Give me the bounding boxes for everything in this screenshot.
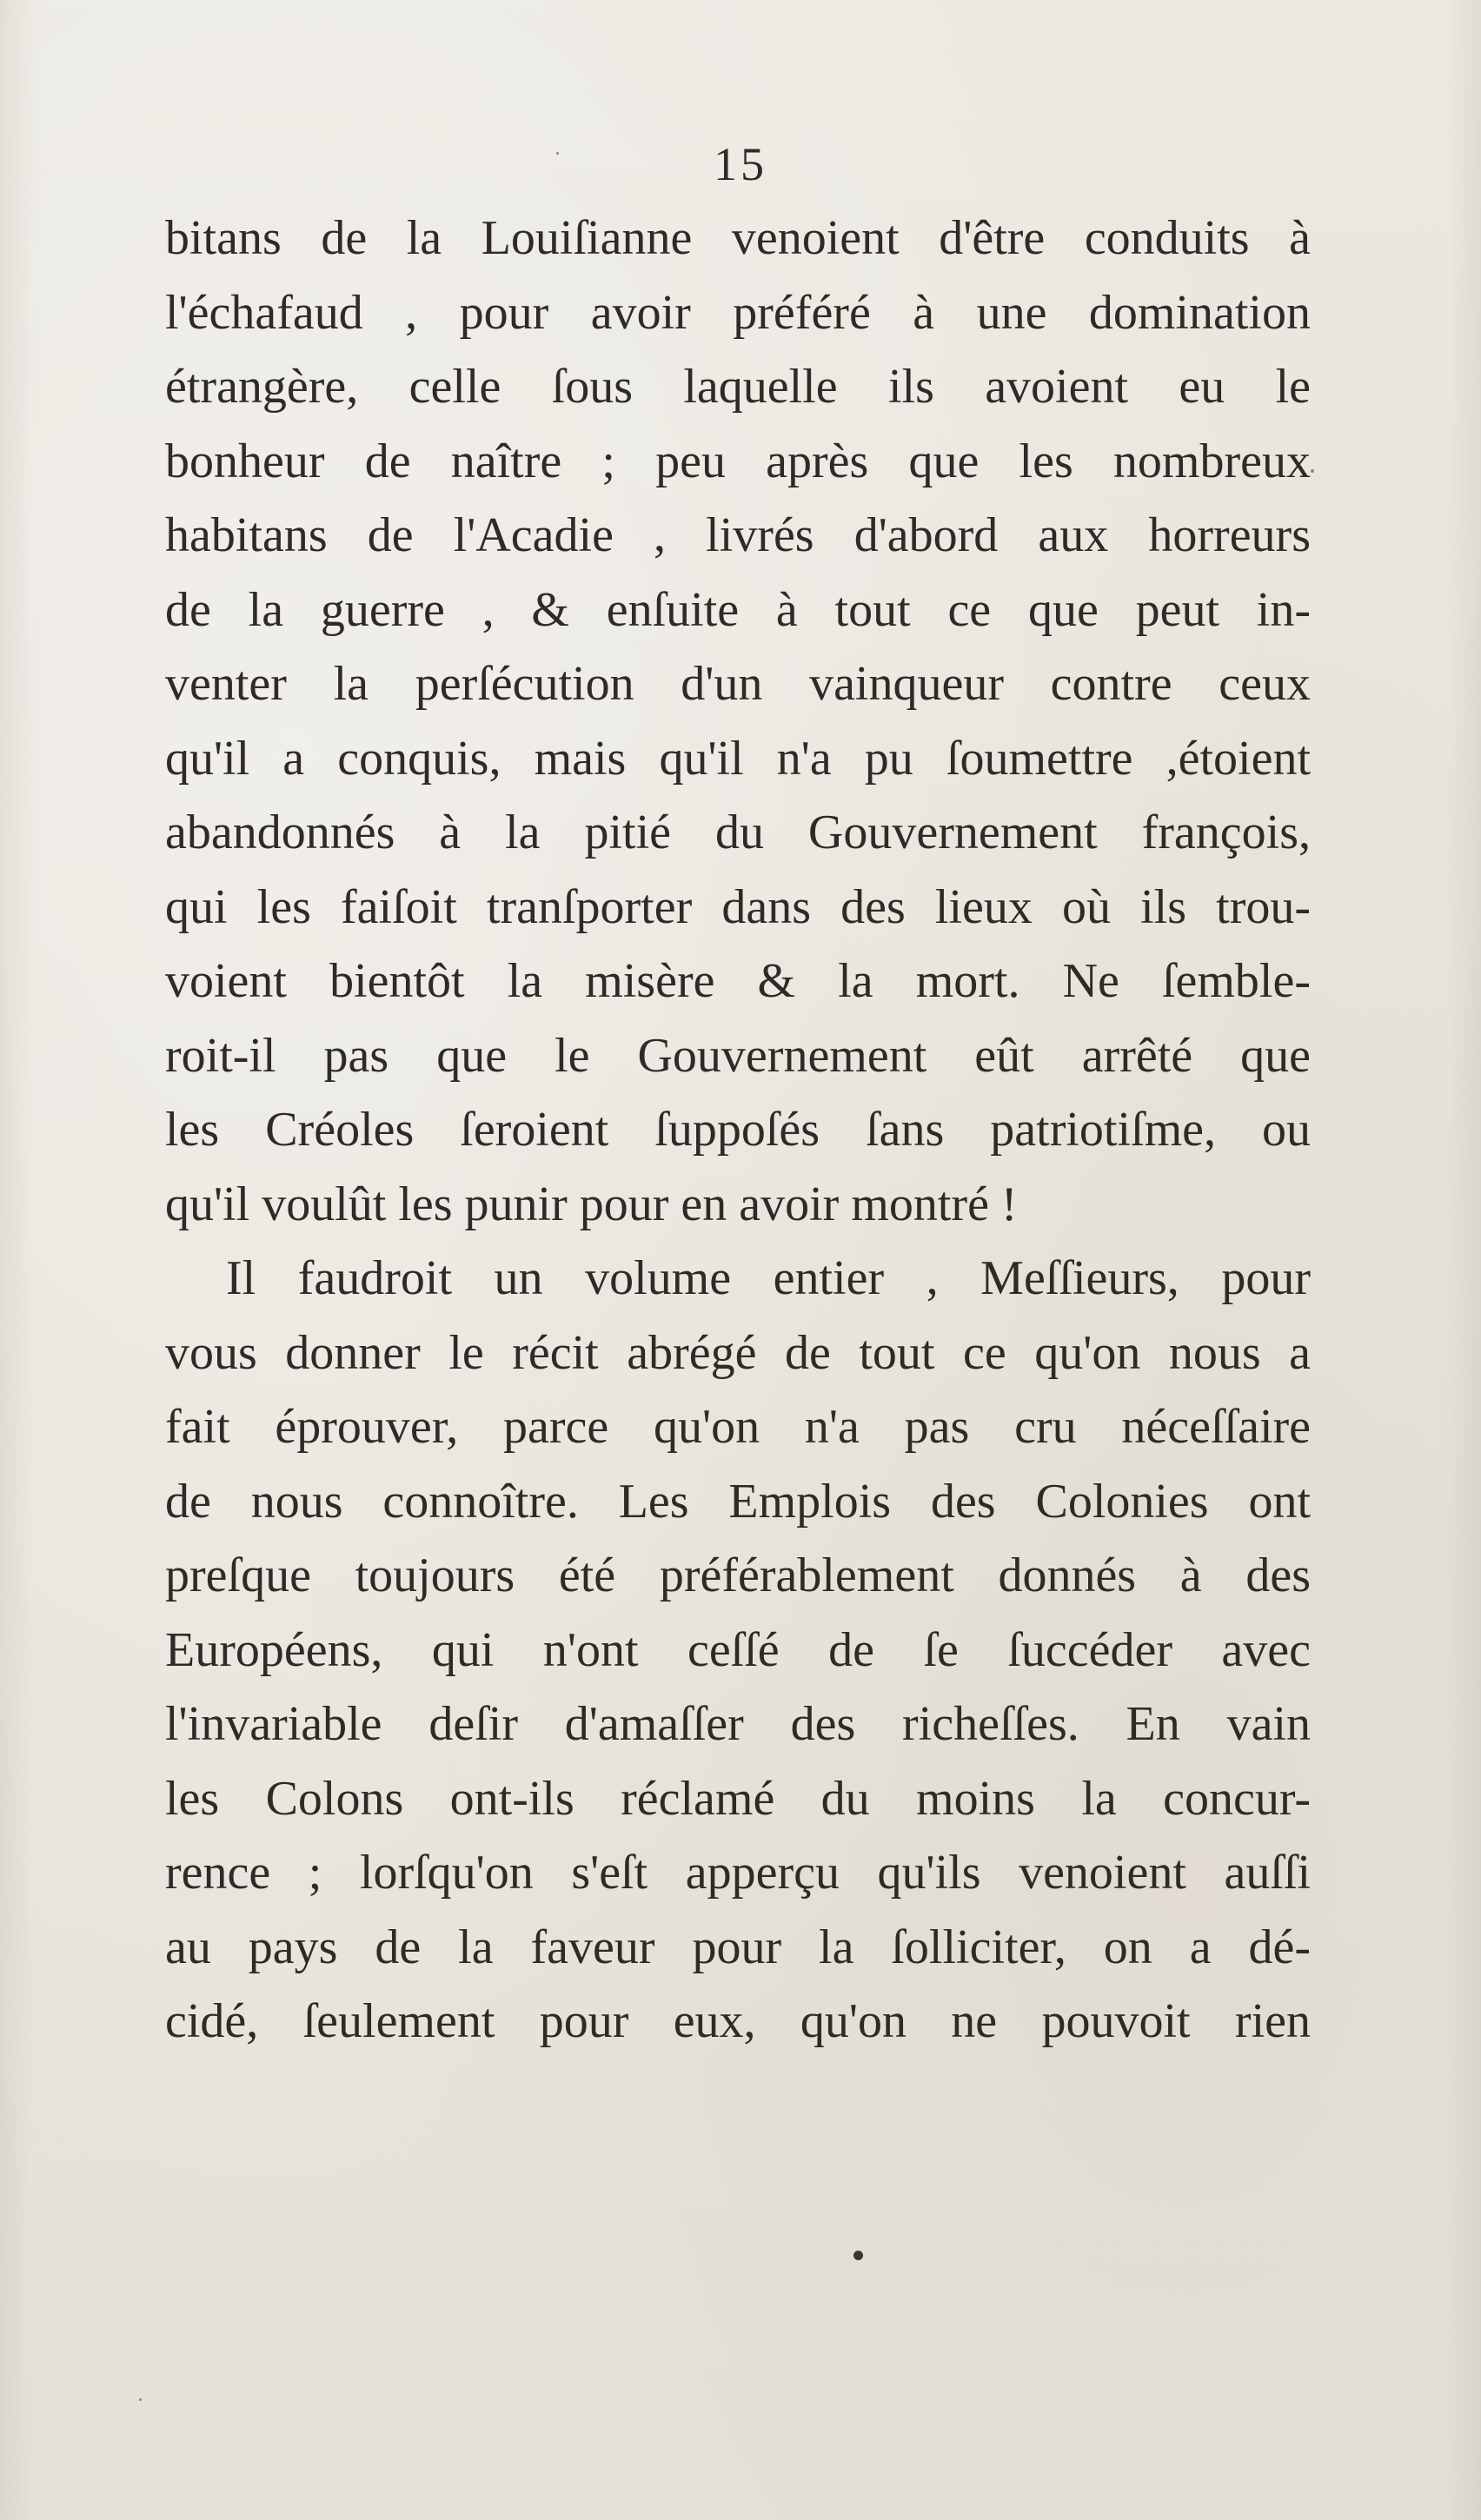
text-line: étrangère, celle ſous laquelle ils avoient eu le	[165, 360, 1311, 414]
text-line: roit-il pas que le Gouvernement eût arrêté que	[165, 1028, 1311, 1083]
text-line: bonheur de naître ; peu après que les nombreux	[165, 434, 1311, 488]
text-line: l'invariable deſir d'amaſſer des richeſſes. En vain	[165, 1697, 1311, 1751]
text-line: venter la perſécution d'un vainqueur contre ceux	[165, 657, 1311, 711]
text-line: qu'il voulût les punir pour en avoir montré !	[165, 1177, 1018, 1231]
text-line: rence ; lorſqu'on s'eſt apperçu qu'ils venoient auſſi	[165, 1846, 1311, 1900]
text-line: fait éprouver, parce qu'on n'a pas cru néceſſaire	[165, 1400, 1311, 1454]
text-line: de la guerre , & enſuite à tout ce que peut in-	[165, 582, 1311, 637]
ink-speck	[139, 2398, 142, 2401]
text-line: vous donner le récit abrégé de tout ce qu'on nous a	[165, 1325, 1311, 1380]
text-line: les Créoles ſeroient ſuppoſés ſans patriotiſme, ou	[165, 1103, 1311, 1157]
text-line: Européens, qui n'ont ceſſé de ſe ſuccéder avec	[165, 1622, 1311, 1677]
text-line: de nous connoître. Les Emplois des Colonies ont	[165, 1474, 1311, 1529]
text-line: cidé, ſeulement pour eux, qu'on ne pouvoit rien	[165, 1994, 1311, 2048]
text-line: preſque toujours été préférablement donnés à des	[165, 1548, 1311, 1602]
paragraph-first-line: Il faudroit un volume entier , Meſſieurs, pour	[226, 1251, 1311, 1305]
page-number: 15	[714, 138, 767, 190]
text-line: qui les faiſoit tranſporter dans des lieux où ils trou-	[165, 879, 1311, 934]
text-line: les Colons ont-ils réclamé du moins la concur-	[165, 1771, 1311, 1826]
text-line: bitans de la Louiſianne venoient d'être conduits à	[165, 211, 1311, 265]
text-line: abandonnés à la pitié du Gouvernement françois,	[165, 806, 1311, 859]
page-edge-shadow-right	[1446, 0, 1481, 2520]
ink-speck	[1311, 469, 1314, 473]
text-line: qu'il a conquis, mais qu'il n'a pu ſoumettre ,étoient	[165, 731, 1311, 786]
ink-speck	[556, 152, 559, 155]
text-line: voient bientôt la misère & la mort. Ne ſemble-	[165, 954, 1311, 1008]
body-text	[165, 202, 1311, 2059]
page-edge-shadow-left	[0, 0, 35, 2520]
text-line: au pays de la faveur pour la ſolliciter, on a dé-	[165, 1920, 1311, 1974]
text-line: l'échafaud , pour avoir préféré à une domination	[165, 285, 1311, 340]
text-line: habitans de l'Acadie , livrés d'abord aux horreurs	[165, 508, 1311, 562]
ink-dot-ornament	[853, 2251, 863, 2260]
